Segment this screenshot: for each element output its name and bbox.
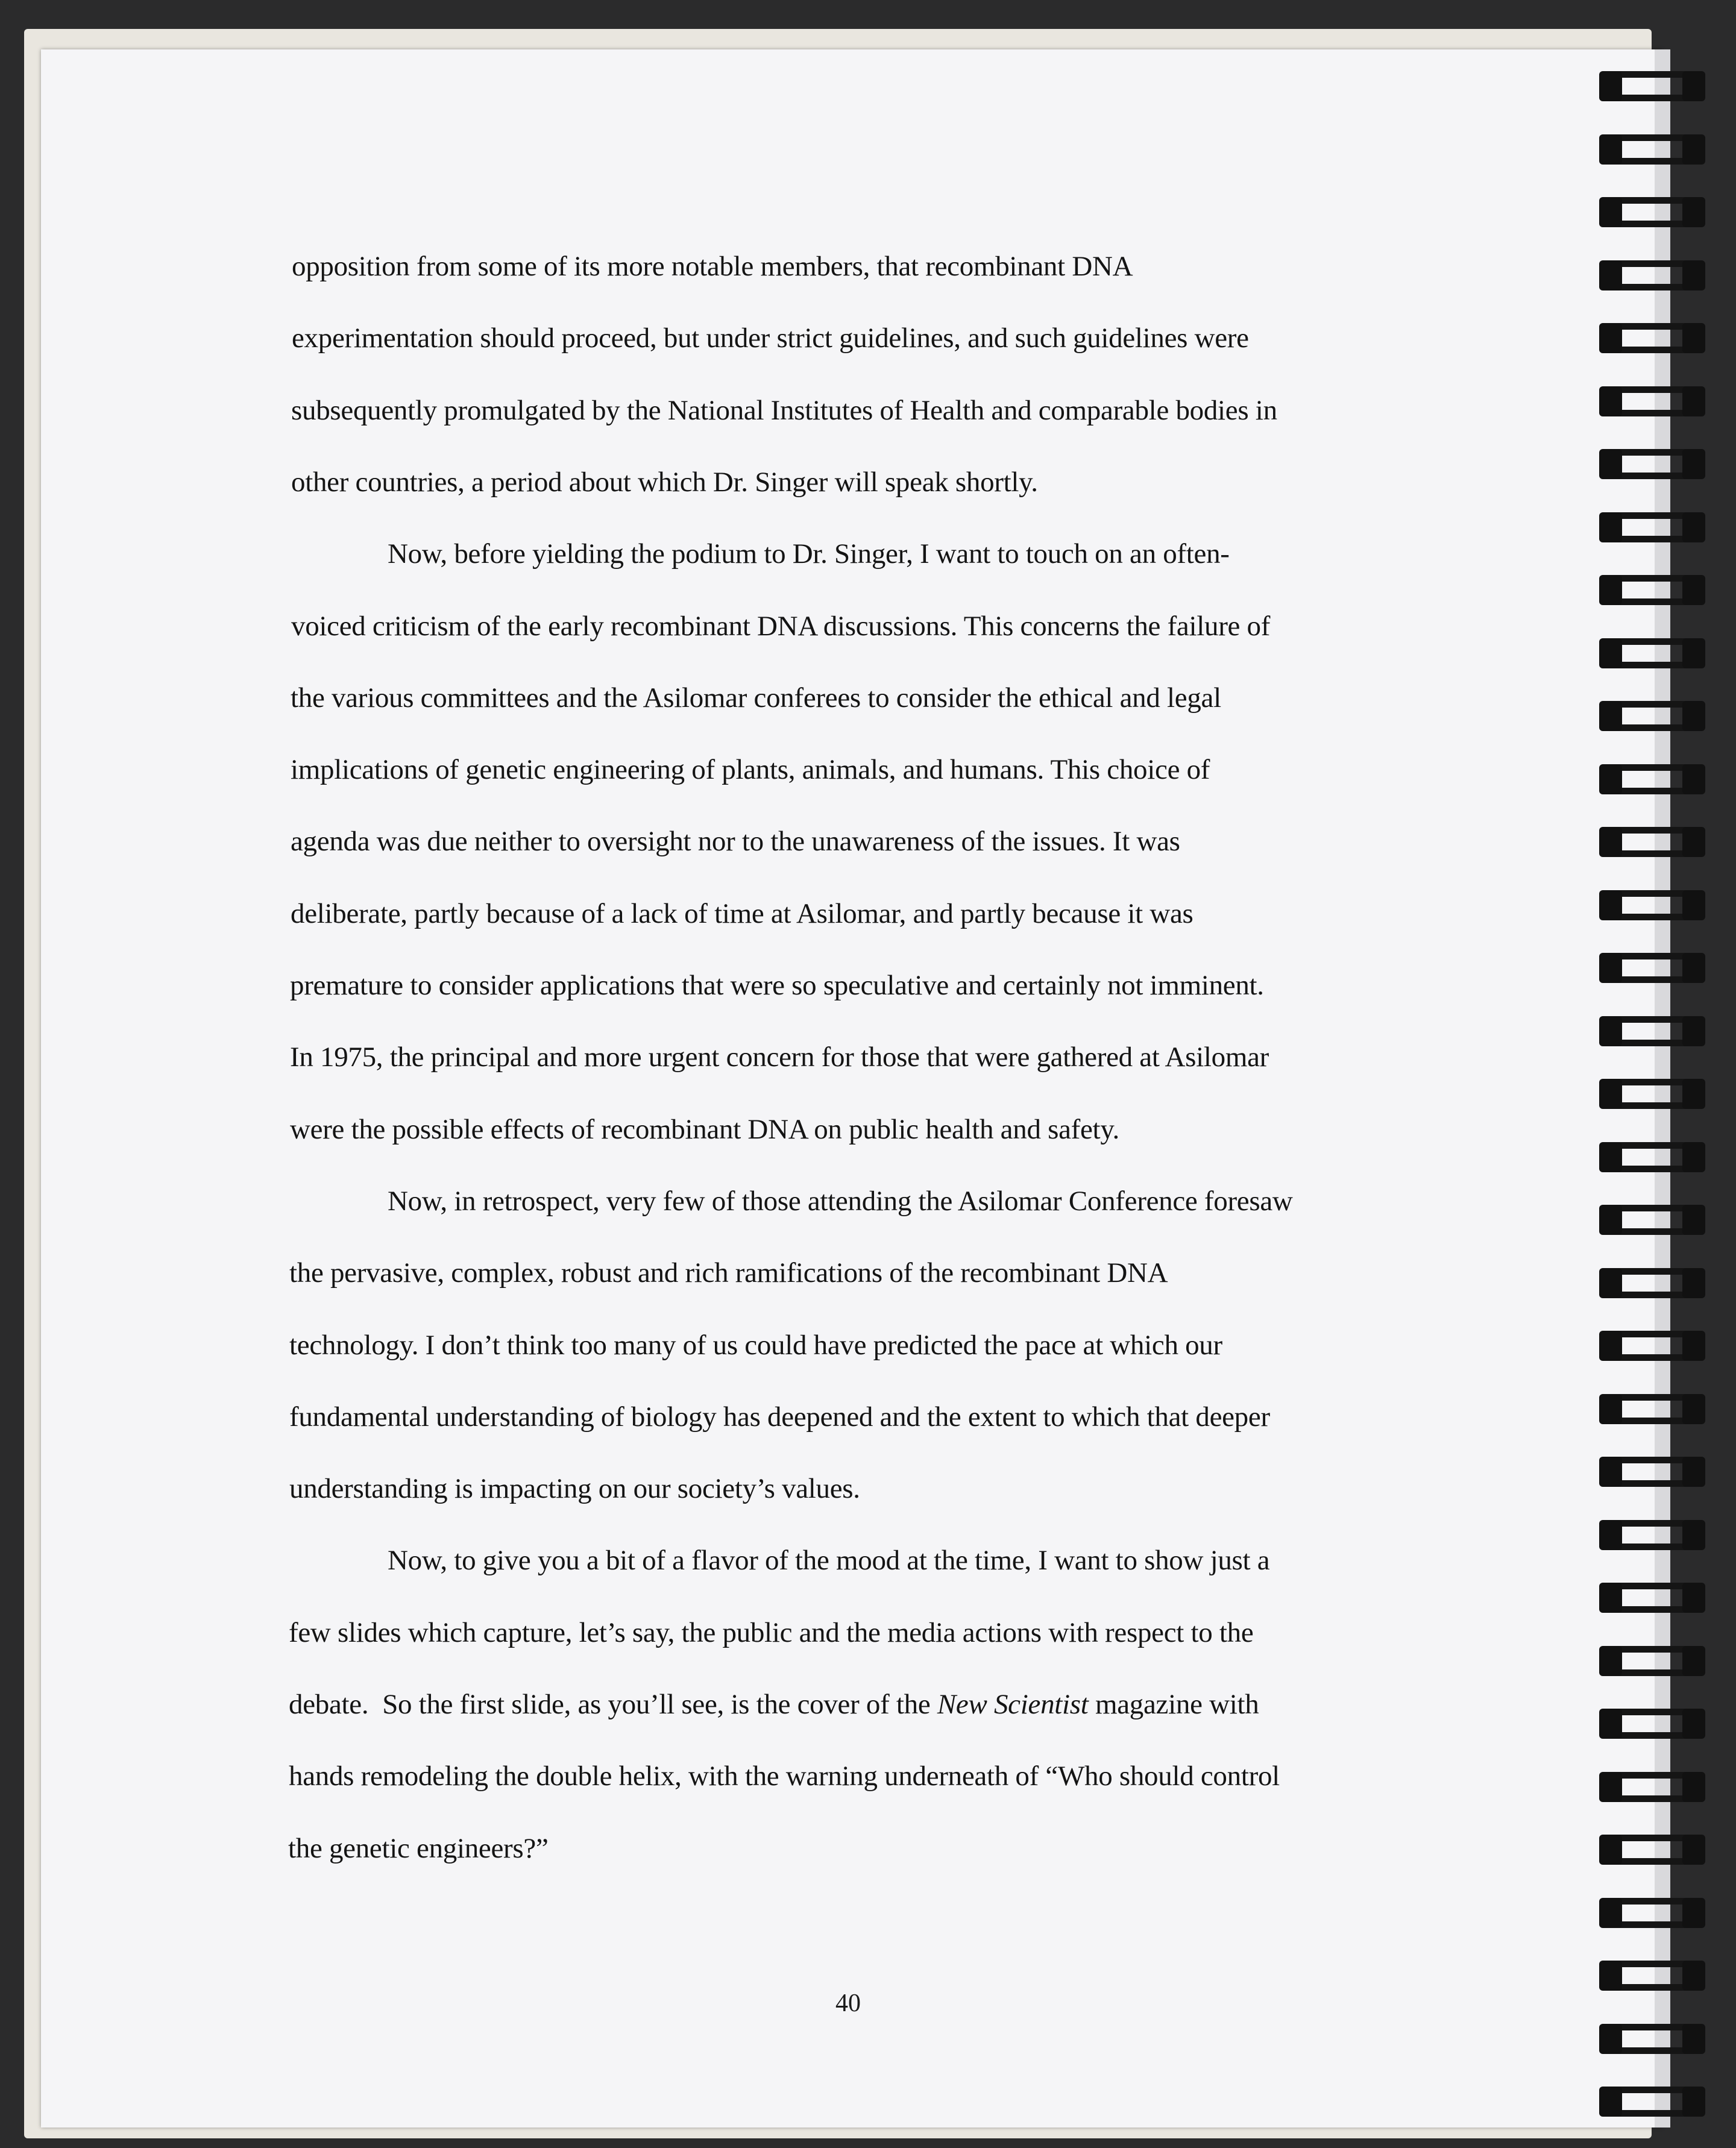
ring-end — [1599, 1268, 1622, 1298]
ring-end — [1682, 197, 1705, 227]
binding-ring — [1599, 1268, 1705, 1298]
ring-end — [1599, 701, 1622, 731]
text-line: Now, to give you a bit of a flavor of the mood at the time, I want to show just a — [388, 1545, 1270, 1577]
text-line: Now, in retrospect, very few of those attending the Asilomar Conference foresaw — [388, 1185, 1293, 1217]
text-segment: debate. So the first slide, as you’ll see, is the cover of the — [289, 1689, 937, 1720]
binding-ring — [1599, 1898, 1705, 1928]
text-line: implications of genetic engineering of plants, animals, and humans. This choice of — [291, 754, 1210, 786]
ring-end — [1599, 1961, 1622, 1991]
ring-end — [1682, 2087, 1705, 2117]
binding-ring — [1599, 1016, 1705, 1046]
binding-ring — [1599, 323, 1705, 353]
ring-end — [1682, 386, 1705, 416]
ring-end — [1682, 1079, 1705, 1109]
binding-ring — [1599, 1457, 1705, 1487]
ring-end — [1682, 1961, 1705, 1991]
ring-end — [1682, 1709, 1705, 1739]
ring-end — [1682, 323, 1705, 353]
binding-ring — [1599, 260, 1705, 290]
ring-end — [1599, 1583, 1622, 1613]
ring-end — [1599, 1520, 1622, 1550]
binding-ring — [1599, 1583, 1705, 1613]
text-line: voiced criticism of the early recombinant DNA discussions. This concerns the failure of — [291, 610, 1271, 642]
ring-end — [1682, 71, 1705, 101]
ring-end — [1599, 1331, 1622, 1361]
ring-end — [1599, 1205, 1622, 1235]
ring-end — [1682, 1142, 1705, 1172]
binding-ring — [1599, 2087, 1705, 2117]
ring-end — [1682, 1835, 1705, 1865]
ring-end — [1682, 638, 1705, 668]
ring-end — [1599, 1142, 1622, 1172]
text-line: agenda was due neither to oversight nor to the unawareness of the issues. It was — [291, 826, 1180, 858]
text-line: In 1975, the principal and more urgent concern for those that were gathered at Asilomar — [290, 1041, 1269, 1073]
page-number: 40 — [835, 1989, 861, 2017]
text-line: the various committees and the Asilomar conferees to consider the ethical and legal — [291, 682, 1221, 714]
binding-ring — [1599, 701, 1705, 731]
ring-end — [1599, 1457, 1622, 1487]
ring-end — [1682, 260, 1705, 290]
ring-end — [1599, 2024, 1622, 2054]
ring-end — [1682, 764, 1705, 794]
ring-end — [1599, 386, 1622, 416]
ring-end — [1682, 1016, 1705, 1046]
binding-ring — [1599, 1709, 1705, 1739]
text-segment: magazine with — [1088, 1689, 1259, 1720]
text-line: experimentation should proceed, but under strict guidelines, and such guidelines were — [292, 322, 1249, 354]
ring-end — [1599, 638, 1622, 668]
binding-ring — [1599, 575, 1705, 605]
ring-end — [1682, 575, 1705, 605]
text-line: the pervasive, complex, robust and rich ramifications of the recombinant DNA — [289, 1257, 1168, 1289]
ring-end — [1599, 449, 1622, 479]
binding-ring — [1599, 1205, 1705, 1235]
ring-end — [1682, 1520, 1705, 1550]
text-line: fundamental understanding of biology has deepened and the extent to which that deeper — [289, 1401, 1270, 1433]
binding-ring — [1599, 953, 1705, 983]
ring-end — [1599, 512, 1622, 542]
binding-ring — [1599, 638, 1705, 668]
binding-ring — [1599, 197, 1705, 227]
binding-ring — [1599, 827, 1705, 857]
binding-ring — [1599, 1772, 1705, 1802]
ring-end — [1682, 449, 1705, 479]
ring-end — [1599, 134, 1622, 165]
ring-end — [1599, 890, 1622, 920]
ring-end — [1599, 1709, 1622, 1739]
ring-end — [1599, 953, 1622, 983]
ring-end — [1599, 1016, 1622, 1046]
ring-end — [1682, 134, 1705, 165]
text-line: Now, before yielding the podium to Dr. Singer, I want to touch on an often- — [388, 538, 1230, 570]
ring-end — [1682, 1331, 1705, 1361]
text-line: other countries, a period about which Dr. Singer will speak shortly. — [291, 466, 1038, 498]
binding-ring — [1599, 1520, 1705, 1550]
binding-ring — [1599, 1079, 1705, 1109]
ring-end — [1599, 2087, 1622, 2117]
binding-ring — [1599, 2024, 1705, 2054]
ring-end — [1599, 1646, 1622, 1676]
binding-ring — [1599, 764, 1705, 794]
text-line: subsequently promulgated by the National Institutes of Health and comparable bodies in — [291, 394, 1277, 426]
italic-title: New Scientist — [937, 1689, 1089, 1720]
ring-end — [1682, 701, 1705, 731]
text-line: deliberate, partly because of a lack of time at Asilomar, and partly because it was — [291, 897, 1194, 929]
text-line: opposition from some of its more notable members, that recombinant DNA — [292, 251, 1133, 282]
binding-ring — [1599, 134, 1705, 165]
ring-end — [1599, 827, 1622, 857]
ring-end — [1599, 764, 1622, 794]
binding-ring — [1599, 71, 1705, 101]
ring-end — [1682, 1646, 1705, 1676]
ring-end — [1599, 1772, 1622, 1802]
ring-end — [1682, 953, 1705, 983]
binding-ring — [1599, 449, 1705, 479]
text-line: few slides which capture, let’s say, the public and the media actions with respect to the — [289, 1616, 1254, 1648]
binding-ring — [1599, 1961, 1705, 1991]
ring-end — [1682, 2024, 1705, 2054]
ring-end — [1682, 512, 1705, 542]
ring-end — [1599, 197, 1622, 227]
ring-end — [1599, 323, 1622, 353]
ring-end — [1599, 1079, 1622, 1109]
ring-end — [1682, 1772, 1705, 1802]
ring-end — [1682, 1394, 1705, 1424]
text-line: the genetic engineers?” — [288, 1832, 549, 1864]
text-line: premature to consider applications that were so speculative and certainly not imminent. — [290, 970, 1264, 1001]
ring-end — [1682, 1583, 1705, 1613]
binding-ring — [1599, 1331, 1705, 1361]
text-line: were the possible effects of recombinant DNA on public health and safety. — [290, 1113, 1119, 1145]
ring-end — [1599, 1835, 1622, 1865]
text-line: hands remodeling the double helix, with the warning underneath of “Who should control — [289, 1760, 1280, 1792]
binding-ring — [1599, 1394, 1705, 1424]
ring-end — [1682, 1268, 1705, 1298]
binding-ring — [1599, 512, 1705, 542]
binding-ring — [1599, 1142, 1705, 1172]
ring-end — [1599, 1394, 1622, 1424]
binding-ring — [1599, 890, 1705, 920]
binding-ring — [1599, 386, 1705, 416]
binding-ring — [1599, 1835, 1705, 1865]
text-line: technology. I don’t think too many of us could have predicted the pace at which our — [289, 1329, 1222, 1361]
ring-end — [1682, 827, 1705, 857]
text-line: understanding is impacting on our society’s values. — [289, 1473, 860, 1505]
ring-end — [1682, 1898, 1705, 1928]
ring-end — [1682, 1457, 1705, 1487]
binding-ring — [1599, 1646, 1705, 1676]
ring-end — [1599, 71, 1622, 101]
ring-end — [1682, 890, 1705, 920]
ring-end — [1682, 1205, 1705, 1235]
ring-end — [1599, 260, 1622, 290]
ring-end — [1599, 1898, 1622, 1928]
ring-end — [1599, 575, 1622, 605]
text-line — [289, 1686, 1259, 1758]
